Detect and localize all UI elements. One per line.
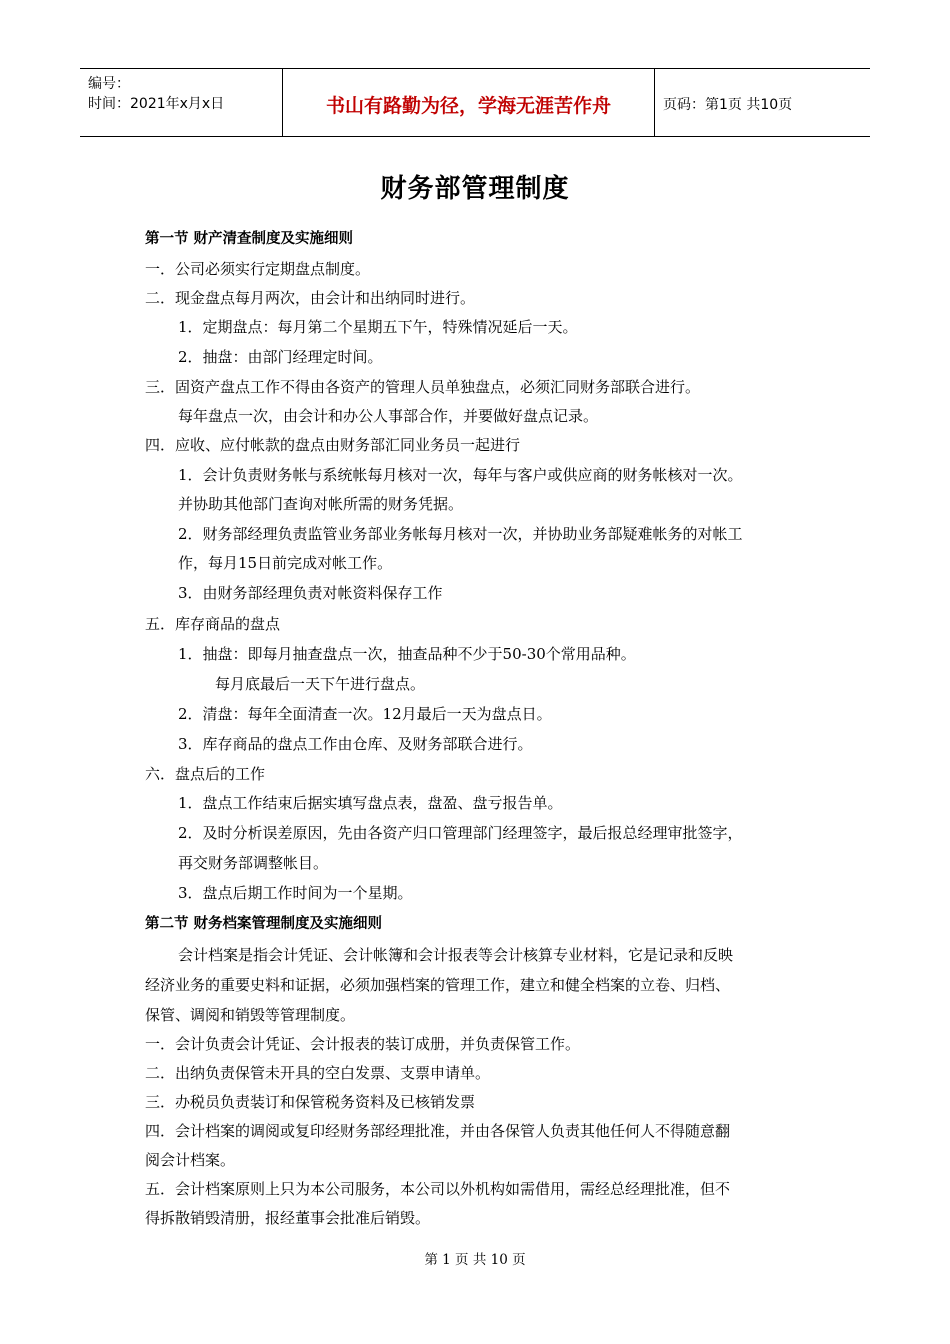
body-line: 2．抽盘：由部门经理定时间。 xyxy=(178,348,383,366)
body-line: 一．会计负责会计凭证、会计报表的装订成册，并负责保管工作。 xyxy=(145,1035,581,1053)
header-meta-cell xyxy=(80,69,283,136)
page-info: 页码：第1页 共10页 xyxy=(663,97,793,113)
header-motto-cell xyxy=(283,69,655,136)
body-line: 3．盘点后期工作时间为一个星期。 xyxy=(178,884,413,902)
page-footer: 第 1 页 共 10 页 xyxy=(424,1252,526,1268)
document-header xyxy=(80,68,870,137)
body-line: 2．财务部经理负责监管业务部业务帐每月核对一次，并协助业务部疑难帐务的对帐工 xyxy=(178,525,743,543)
body-line: 2．及时分析误差原因，先由各资产归口管理部门经理签字，最后报总经理审批签字， xyxy=(178,824,743,842)
number-label: 编号： xyxy=(88,76,130,92)
section-heading: 第一节 财产清查制度及实施细则 xyxy=(145,231,354,247)
body-line: 三．固资产盘点工作不得由各资产的管理人员单独盘点，必须汇同财务部联合进行。 xyxy=(145,378,701,396)
body-line: 1．抽盘：即每月抽查盘点一次，抽查品种不少于50-30个常用品种。 xyxy=(178,645,636,663)
body-line: 五．会计档案原则上只为本公司服务，本公司以外机构如需借用，需经总经理批准，但不 xyxy=(145,1180,731,1198)
body-line: 二．现金盘点每月两次，由会计和出纳同时进行。 xyxy=(145,289,476,307)
body-line: 每月底最后一天下午进行盘点。 xyxy=(215,675,426,693)
body-line: 六．盘点后的工作 xyxy=(145,765,266,783)
body-line: 3．库存商品的盘点工作由仓库、及财务部联合进行。 xyxy=(178,735,533,753)
body-line: 再交财务部调整帐目。 xyxy=(178,854,329,872)
document-title: 财务部管理制度 xyxy=(380,174,570,204)
body-line: 3．由财务部经理负责对帐资料保存工作 xyxy=(178,584,443,602)
body-line: 二．出纳负责保管未开具的空白发票、支票申请单。 xyxy=(145,1064,491,1082)
body-line: 每年盘点一次，由会计和办公人事部合作，并要做好盘点记录。 xyxy=(178,407,599,425)
date-line: 时间：2021年x月x日 xyxy=(88,96,225,112)
body-line: 经济业务的重要史料和证据，必须加强档案的管理工作，建立和健全档案的立卷、归档、 xyxy=(145,976,731,994)
body-line: 一．公司必须实行定期盘点制度。 xyxy=(145,260,371,278)
motto: 书山有路勤为径，学海无涯苦作舟 xyxy=(325,95,611,117)
header-page-cell xyxy=(655,69,870,136)
body-line: 会计档案是指会计凭证、会计帐簿和会计报表等会计核算专业材料，它是记录和反映 xyxy=(178,946,734,964)
body-line: 五．库存商品的盘点 xyxy=(145,615,281,633)
body-line: 1．会计负责财务帐与系统帐每月核对一次，每年与客户或供应商的财务帐核对一次。 xyxy=(178,466,743,484)
body-line: 四．应收、应付帐款的盘点由财务部汇同业务员一起进行 xyxy=(145,436,521,454)
body-line: 1．盘点工作结束后据实填写盘点表，盘盈、盘亏报告单。 xyxy=(178,794,563,812)
body-line: 四．会计档案的调阅或复印经财务部经理批准，并由各保管人负责其他任何人不得随意翻 xyxy=(145,1122,731,1140)
body-line: 三．办税员负责装订和保管税务资料及已核销发票 xyxy=(145,1093,476,1111)
body-line: 2．清盘：每年全面清查一次。12月最后一天为盘点日。 xyxy=(178,705,552,723)
section-heading: 第二节 财务档案管理制度及实施细则 xyxy=(145,916,383,932)
body-line: 1．定期盘点：每月第二个星期五下午，特殊情况延后一天。 xyxy=(178,318,578,336)
body-line: 保管、调阅和销毁等管理制度。 xyxy=(145,1006,356,1024)
body-line: 得拆散销毁清册，报经董事会批准后销毁。 xyxy=(145,1209,431,1227)
body-line: 并协助其他部门查询对帐所需的财务凭据。 xyxy=(178,495,464,513)
body-line: 作，每月15日前完成对帐工作。 xyxy=(178,554,393,572)
body-line: 阅会计档案。 xyxy=(145,1151,236,1169)
